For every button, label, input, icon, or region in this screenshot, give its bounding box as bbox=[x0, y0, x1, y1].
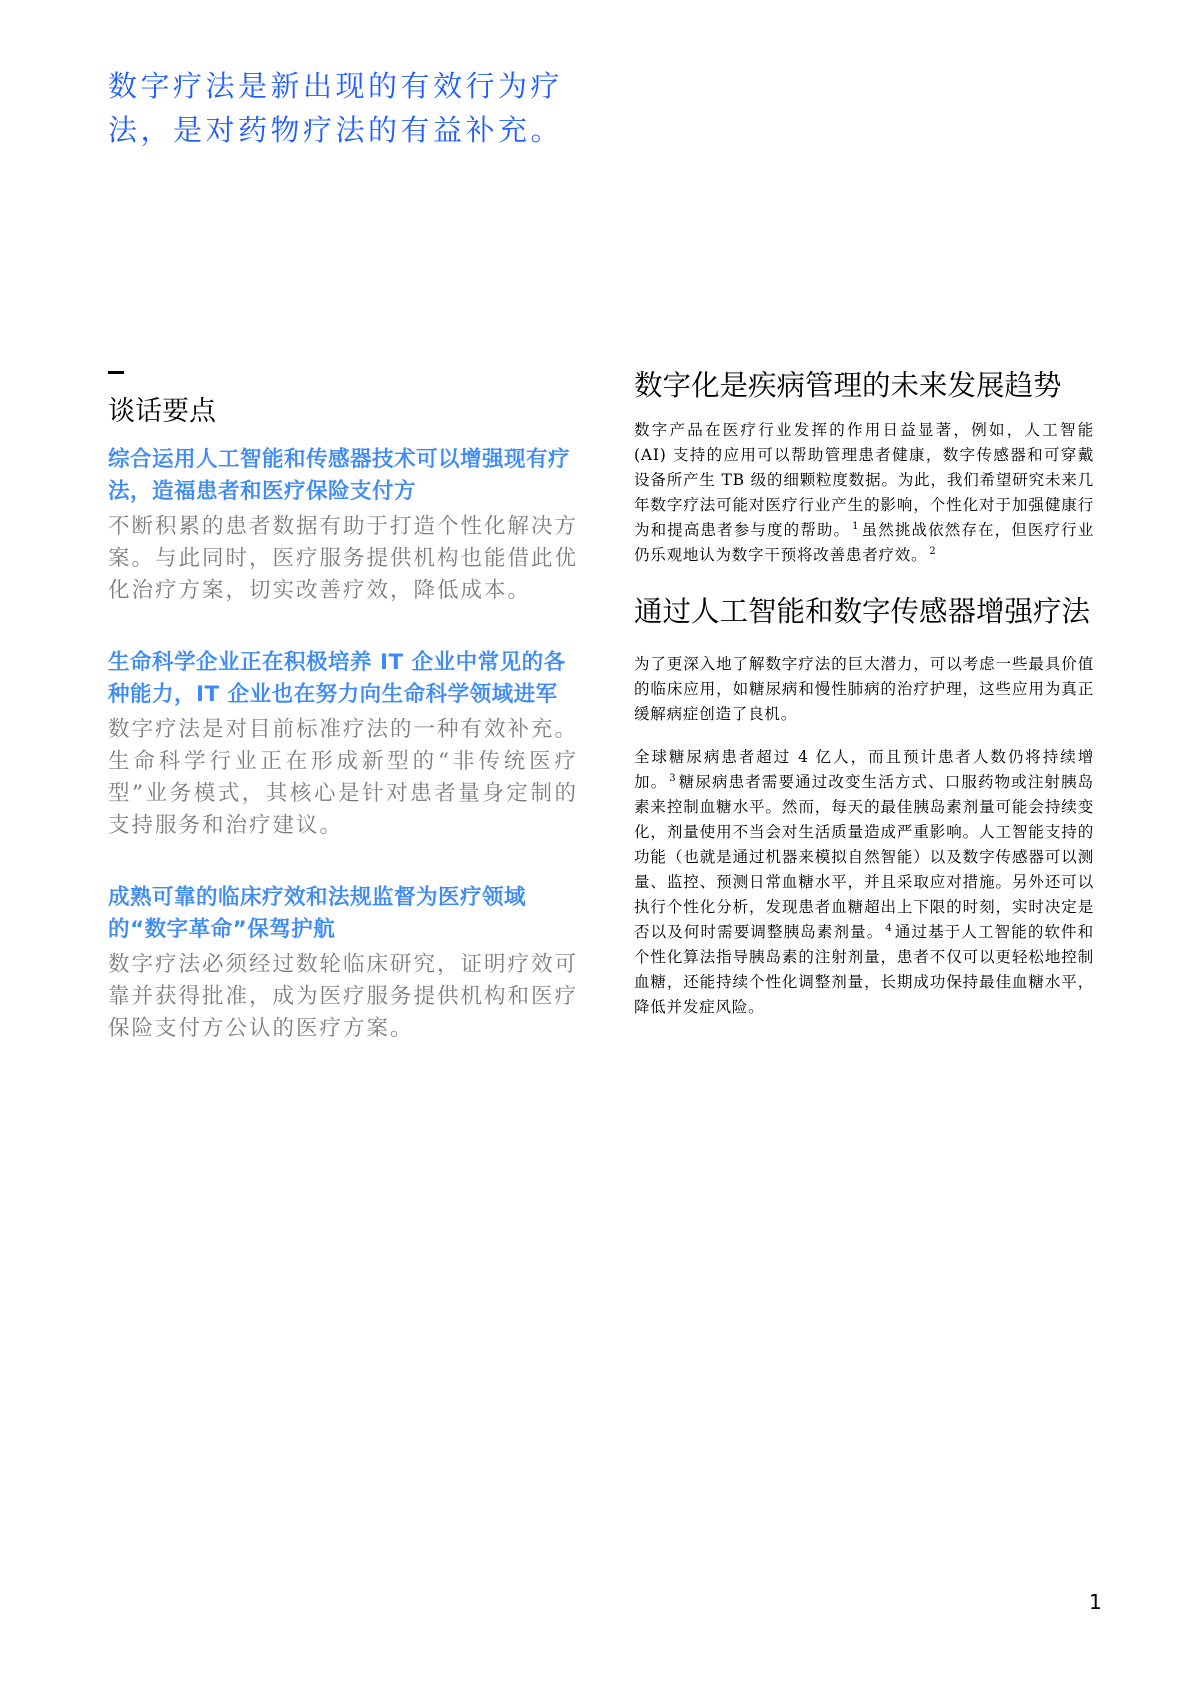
talking-points-column bbox=[108, 360, 578, 1085]
section-heading-ai-sensors: 通过人工智能和数字传感器增强疗法 bbox=[634, 595, 1091, 628]
talking-point-heading: 成熟可靠的临床疗效和法规监督为医疗领域的“数字革命”保驾护航 bbox=[108, 885, 527, 942]
talking-point-item bbox=[108, 444, 578, 607]
footnote-ref[interactable]: 2 bbox=[929, 546, 937, 557]
page-title: 数字疗法是新出现的有效行为疗法，是对药物疗法的有益补充。 bbox=[108, 69, 564, 147]
paragraph-text: 数字产品在医疗行业发挥的作用日益显著，例如，人工智能 (AI) 支持的应用可以帮助管理患者健康，数字传感器和可穿戴设备所产生 TB 级的细颗粒度数据。为此，我们希望研究未来几年数字疗法可能对医疗行业产生的影响，个性化对于加强健康行为和提高患者参与度的帮助。 bbox=[634, 421, 1094, 539]
section-paragraph bbox=[634, 745, 1094, 1020]
footnote-ref[interactable]: 4 bbox=[885, 923, 893, 934]
talking-point-body: 数字疗法必须经过数轮临床研究，证明疗效可靠并获得批准，成为医疗服务提供机构和医疗保险支付方公认的医疗方案。 bbox=[108, 952, 579, 1041]
footnote-ref[interactable]: 1 bbox=[852, 521, 860, 532]
paragraph-text: 虽然挑战依然存在，但医疗行业仍乐观地认为数字干预将改善患者疗效。 bbox=[634, 521, 1095, 564]
article-column bbox=[634, 364, 1094, 1020]
section-heading-digital-trend: 数字化是疾病管理的未来发展趋势 bbox=[634, 369, 1062, 402]
talking-point-item bbox=[108, 647, 578, 842]
paragraph-text: 通过基于人工智能的软件和个性化算法指导胰岛素的注射剂量，患者不仅可以更轻松地控制血糖，还能持续个性化调整剂量，长期成功保持最佳血糖水平，降低并发症风险。 bbox=[634, 923, 1094, 1016]
page-number: 1 bbox=[1089, 1590, 1102, 1614]
section-paragraph: 为了更深入地了解数字疗法的巨大潜力，可以考虑一些最具价值的临床应用，如糖尿病和慢性肺病的治疗护理，这些应用为真正缓解病症创造了良机。 bbox=[634, 655, 1094, 723]
talking-points-title: 谈话要点 bbox=[108, 396, 216, 427]
section-dash-divider bbox=[108, 371, 124, 374]
paragraph-text: 全球糖尿病患者超过 4 亿人，而且预计患者人数仍将持续增加。 bbox=[634, 748, 1094, 791]
talking-point-body: 数字疗法是对目前标准疗法的一种有效补充。生命科学行业正在形成新型的“非传统医疗型”业务模式，其核心是针对患者量身定制的支持服务和治疗建议。 bbox=[108, 717, 579, 838]
paragraph-text: 糖尿病患者需要通过改变生活方式、口服药物或注射胰岛素来控制血糖水平。然而，每天的最佳胰岛素剂量可能会持续变化，剂量使用不当会对生活质量造成严重影响。人工智能支持的功能（也就是通过机器来模拟自然智能）以及数字传感器可以测量、监控、预测日常血糖水平，并且采取应对措施。另外还可以执行个性化分析，发现患者血糖超出上下限的时刻，实时决定是否以及何时需要调整胰岛素剂量。 bbox=[634, 773, 1094, 941]
talking-point-item bbox=[108, 882, 578, 1045]
section-paragraph bbox=[634, 418, 1094, 568]
talking-point-heading: 生命科学企业正在积极培养 IT 企业中常见的各种能力，IT 企业也在努力向生命科学领域进军 bbox=[108, 650, 566, 707]
footnote-ref[interactable]: 3 bbox=[669, 773, 677, 784]
talking-point-heading: 综合运用人工智能和传感器技术可以增强现有疗法，造福患者和医疗保险支付方 bbox=[108, 447, 571, 504]
talking-point-body: 不断积累的患者数据有助于打造个性化解决方案。与此同时，医疗服务提供机构也能借此优化治疗方案，切实改善疗效，降低成本。 bbox=[108, 514, 579, 603]
